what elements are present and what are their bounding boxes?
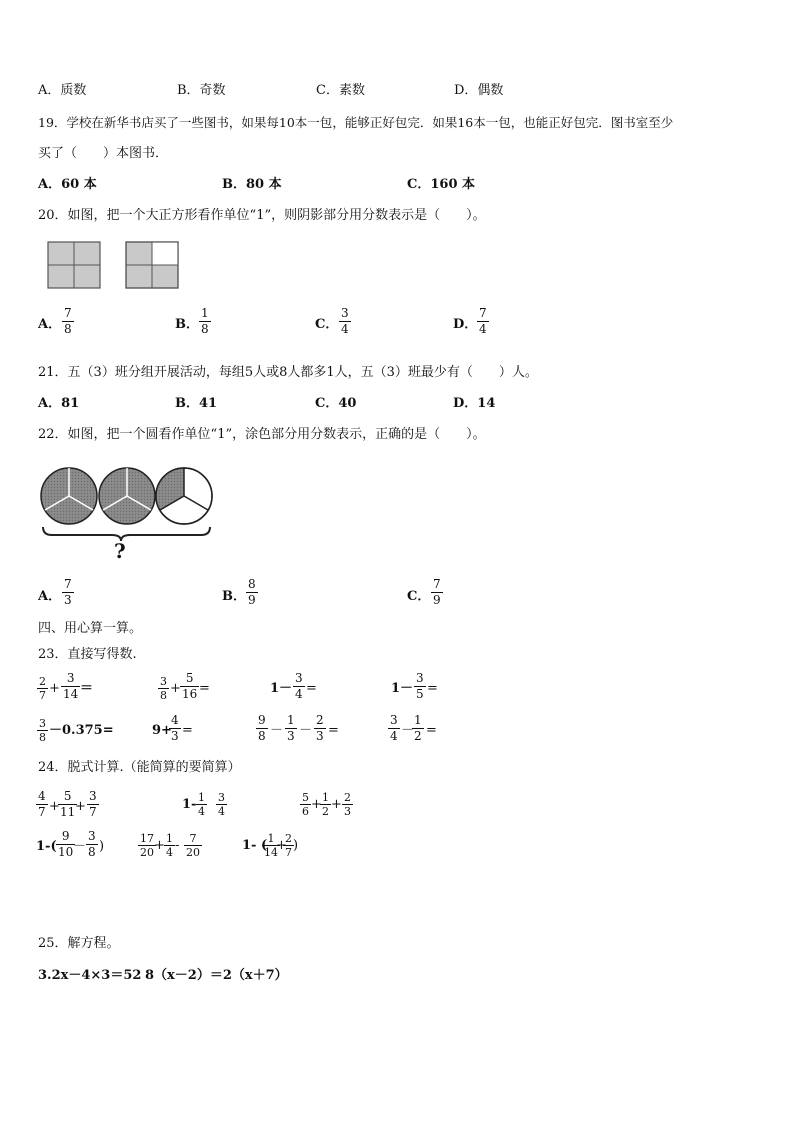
q24-e4-prefix: 1-( bbox=[36, 839, 57, 854]
q23-e1-fraction-2: 3 14 bbox=[63, 671, 79, 701]
q19-option-b: B．80 本 bbox=[222, 177, 282, 192]
q20-option-c-label: C． bbox=[315, 317, 339, 332]
q21-option-b: B．41 bbox=[175, 396, 218, 411]
q23-e7-fraction-1: 9 8 bbox=[258, 713, 266, 743]
q22-circles-figure bbox=[38, 465, 218, 563]
q24-e1-operator-1: + bbox=[49, 799, 60, 814]
q20-option-a-fraction: 7 8 bbox=[64, 306, 72, 336]
q22-circle-2 bbox=[99, 468, 155, 524]
q23-e6-prefix: 9+ bbox=[152, 723, 172, 738]
q24-e2-fraction-1: 1 4 bbox=[198, 791, 205, 818]
q20-option-b-label: B． bbox=[175, 317, 199, 332]
q21-option-a: A．81 bbox=[38, 396, 80, 411]
section-4-heading: 四、用心算一算。 bbox=[38, 621, 143, 636]
q24-e1-operator-2: + bbox=[75, 799, 86, 814]
q23-e2-operator: + bbox=[170, 681, 181, 696]
q25-equation-1: 3.2x－4×3＝52 bbox=[38, 968, 142, 983]
q23-e6-equals: = bbox=[182, 723, 193, 738]
q22-question-mark: ? bbox=[114, 539, 126, 563]
q23-e2-fraction-2: 5 16 bbox=[182, 671, 198, 701]
q24-e5-operator-2: - bbox=[175, 838, 180, 853]
q19-text-line2: 买了（ ）本图书． bbox=[38, 146, 169, 161]
q24-e6-operator: + bbox=[276, 838, 287, 853]
q25-title: 25．解方程。 bbox=[38, 936, 120, 951]
q24-e2-fraction-2: 3 4 bbox=[218, 791, 225, 818]
q19-option-a: A．60 本 bbox=[38, 177, 97, 192]
q24-e1-fraction-1: 4 7 bbox=[38, 789, 46, 819]
q24-e4-suffix: ) bbox=[99, 839, 105, 854]
q20-full-square bbox=[48, 242, 100, 288]
q23-e8-fraction-2: 1 2 bbox=[414, 713, 422, 743]
q23-e8-fraction-1: 3 4 bbox=[390, 713, 398, 743]
q20-text: 20．如图，把一个大正方形看作单位“1”，则阴影部分用分数表示是（ ）。 bbox=[38, 208, 486, 223]
q21-option-d: D．14 bbox=[453, 396, 496, 411]
q19-option-c: C．160 本 bbox=[407, 177, 476, 192]
q23-e3-prefix: 1－ bbox=[270, 681, 293, 696]
q23-title: 23．直接写得数. bbox=[38, 647, 137, 662]
q22-option-c-fraction: 7 9 bbox=[433, 577, 441, 607]
q22-option-a-fraction: 7 3 bbox=[64, 577, 72, 607]
q24-e5-fraction-1: 17 20 bbox=[140, 832, 154, 859]
q24-e3-fraction-2: 1 2 bbox=[322, 791, 329, 818]
q23-e7-operator-2: － bbox=[299, 723, 313, 738]
q18-option-d: D．偶数 bbox=[454, 83, 504, 98]
q20-option-d-fraction: 7 4 bbox=[479, 306, 487, 336]
q21-text: 21．五（3）班分组开展活动，每组5人或8人都多1人，五（3）班最少有（ ）人。 bbox=[38, 365, 538, 380]
q23-e3-fraction: 3 4 bbox=[295, 671, 303, 701]
q24-e4-fraction-2: 3 8 bbox=[88, 829, 96, 859]
q24-e5-fraction-3: 7 20 bbox=[186, 832, 200, 859]
q24-e1-fraction-2: 5 11 bbox=[60, 789, 76, 819]
q20-square-figure bbox=[46, 240, 182, 290]
q24-e3-operator-2: + bbox=[331, 797, 342, 812]
q23-e2-fraction-1: 3 8 bbox=[160, 675, 167, 702]
q24-e3-fraction-1: 5 6 bbox=[302, 791, 309, 818]
q23-e1-equals: ＝ bbox=[80, 681, 94, 696]
q23-e8-operator: － bbox=[401, 723, 415, 738]
q24-title: 24．脱式计算.（能简算的要简算） bbox=[38, 760, 241, 775]
q23-e7-equals: = bbox=[328, 723, 339, 738]
q21-option-c: C．40 bbox=[315, 396, 357, 411]
q20-option-d-label: D． bbox=[453, 317, 478, 332]
q24-e5-operator-1: + bbox=[154, 838, 165, 853]
q24-e6-suffix: ) bbox=[293, 838, 299, 853]
q24-e6-fraction-2: 2 7 bbox=[285, 832, 292, 859]
q20-partial-square bbox=[126, 242, 178, 288]
q23-e4-prefix: 1－ bbox=[391, 681, 414, 696]
q24-e1-fraction-3: 3 7 bbox=[89, 789, 97, 819]
q23-e5-rest: －0.375= bbox=[49, 723, 114, 738]
q22-option-c-label: C． bbox=[407, 589, 431, 604]
q22-circle-3 bbox=[156, 468, 212, 524]
q23-e2-equals: = bbox=[199, 681, 210, 696]
q18-option-a: A．质数 bbox=[38, 83, 87, 98]
q22-option-a-label: A． bbox=[38, 589, 62, 604]
q24-e2-prefix: 1- bbox=[182, 797, 197, 812]
q23-e6-fraction: 4 3 bbox=[171, 713, 179, 743]
q22-text: 22．如图，把一个圆看作单位“1”，涂色部分用分数表示，正确的是（ ）。 bbox=[38, 427, 486, 442]
q24-e6-prefix: 1- ( bbox=[242, 838, 268, 853]
q23-e1-fraction-1: 2 7 bbox=[39, 675, 46, 702]
q23-e3-equals: = bbox=[306, 681, 317, 696]
q22-option-b-fraction: 8 9 bbox=[248, 577, 256, 607]
q23-e8-equals: = bbox=[426, 723, 437, 738]
q24-e5-fraction-2: 1 4 bbox=[166, 832, 173, 859]
q20-option-a-label: A． bbox=[38, 317, 62, 332]
q24-e6-fraction-1: 1 14 bbox=[264, 832, 278, 859]
q24-e3-operator-1: + bbox=[311, 797, 322, 812]
q23-e7-operator-1: － bbox=[270, 723, 284, 738]
q24-e4-operator: － bbox=[73, 839, 87, 854]
q22-brace bbox=[43, 527, 210, 541]
q24-e4-fraction-1: 9 10 bbox=[58, 829, 74, 859]
q23-e4-equals: = bbox=[427, 681, 438, 696]
q23-e4-fraction: 3 5 bbox=[416, 671, 424, 701]
q22-circle-1 bbox=[41, 468, 97, 524]
q25-equation-2: 8（x－2）＝2（x＋7） bbox=[145, 968, 288, 983]
q18-option-c: C．素数 bbox=[316, 83, 365, 98]
q22-option-b-label: B． bbox=[222, 589, 246, 604]
q23-e1-operator: + bbox=[49, 681, 60, 696]
q18-option-b: B．奇数 bbox=[177, 83, 226, 98]
q23-e7-fraction-3: 2 3 bbox=[316, 713, 324, 743]
q23-e7-fraction-2: 1 3 bbox=[287, 713, 295, 743]
q20-option-b-fraction: 1 8 bbox=[201, 306, 209, 336]
q19-text-line1: 19．学校在新华书店买了一些图书，如果每10本一包，能够正好包完．如果16本一包，也能正好包完．图书室至少 bbox=[38, 115, 674, 130]
q23-e5-fraction: 3 8 bbox=[39, 717, 46, 744]
q20-option-c-fraction: 3 4 bbox=[341, 306, 349, 336]
q24-e3-fraction-3: 2 3 bbox=[344, 791, 351, 818]
